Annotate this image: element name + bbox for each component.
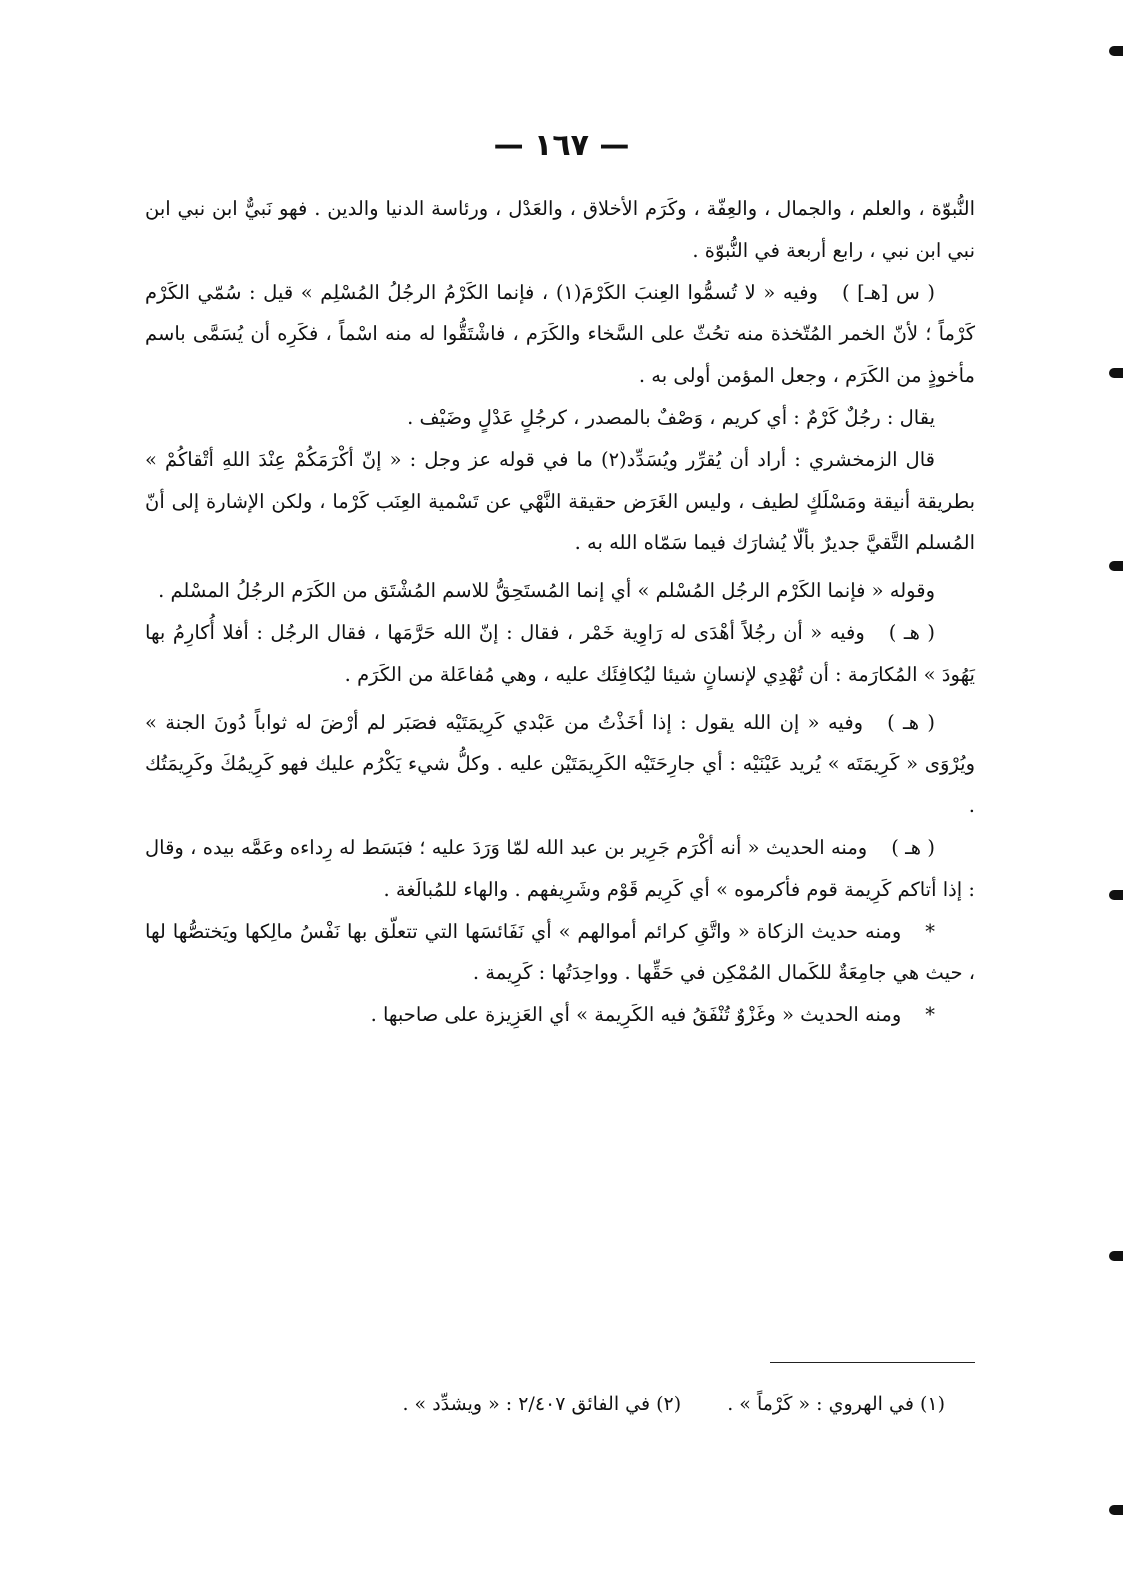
paragraph-text: ومنه الحديث « وغَزْوٌ تُنْفَقُ فيه الكَرِيمة » أي العَزِيزة على صاحبها . bbox=[370, 1003, 902, 1027]
paragraph bbox=[145, 612, 975, 696]
binding-mark bbox=[1109, 46, 1123, 56]
binding-mark bbox=[1109, 368, 1123, 378]
paragraph bbox=[145, 827, 975, 911]
binding-mark bbox=[1109, 561, 1123, 571]
footnote-1: (١) في الهروي : « كَرْماً » . bbox=[727, 1393, 945, 1415]
paragraph-text: ومنه الحديث « أنه أكْرَم جَرِير بن عبد الله لمّا وَرَدَ عليه ؛ فبَسَط له رِداءه وعَمَّه بيده ، وقال : إذا أتاكم كَرِيمة قوم فأكرموه » أي كَرِيم قَوْم وشَرِيفهم . والهاء للمُبالَغة . bbox=[145, 835, 975, 901]
main-text bbox=[145, 188, 975, 1036]
entry-tag: * bbox=[925, 919, 935, 943]
paragraph bbox=[145, 702, 975, 827]
paragraph bbox=[145, 188, 975, 272]
page-number: — ١٦٧ — bbox=[493, 128, 630, 163]
paragraph bbox=[145, 994, 975, 1036]
paragraph bbox=[145, 911, 975, 995]
paragraph bbox=[145, 439, 975, 564]
paragraph-text: يقال : رجُلٌ كَرْمٌ : أي كريم ، وَصْفٌ بالمصدر ، كرجُلٍ عَدْلٍ وضَيْف . bbox=[407, 405, 935, 429]
entry-tag: * bbox=[925, 1003, 935, 1027]
binding-mark bbox=[1109, 1251, 1123, 1261]
entry-tag: ( س [هـ] ) bbox=[841, 280, 935, 304]
paragraph-text: ومنه حديث الزكاة « واتَّقِ كرائم أموالهم » أي نَفَائسَها التي تتعلّق بها نَفْسُ مالِكها ويَختصُّها لها ، حيث هي جامِعَةٌ للكَمال المُمْكِن في حَقِّها . وواحِدَتُها : كَرِيمة . bbox=[145, 919, 975, 985]
binding-mark bbox=[1109, 1505, 1123, 1515]
paragraph-text: وقوله « فإنما الكَرْم الرجُل المُسْلم » أي إنما المُستَحِقُّ للاسم المُشْتَق من الكَرَم الرجُلُ المسْلم . bbox=[158, 579, 935, 603]
footnote-divider bbox=[770, 1362, 975, 1363]
binding-mark bbox=[1109, 890, 1123, 900]
entry-tag: ( هـ ) bbox=[887, 710, 936, 734]
footnote-2: (٢) في الفائق ٢/٤٠٧ : « ويشدِّد » . bbox=[402, 1393, 682, 1415]
paragraph-text: وفيه « لا تُسمُّوا العِنبَ الكَرْمَ(١) ، فإنما الكَرْمُ الرجُلُ المُسْلِم » قيل : سُمّي الكَرْم كَرْماً ؛ لأنّ الخمر المُتّخذة منه تحُثّ على السَّخاء والكَرَم ، فاشْتَقُّوا له منه اسْماً ، فكَرِه أن يُسَمَّى باسم مأخوذٍ من الكَرَم ، وجعل المؤمن أولى به . bbox=[145, 280, 975, 388]
paragraph bbox=[145, 272, 975, 397]
paragraph bbox=[145, 570, 975, 612]
entry-tag: ( هـ ) bbox=[891, 835, 936, 859]
paragraph-text: وفيه « إن الله يقول : إذا أخَذْتُ من عَبْدي كَرِيمَتَيْه فصَبَر لم أرْضَ له ثواباً دُونَ الجنة » ويُرْوَى « كَرِيمَتَه » يُريد عَيْنَيْه : أي جارِحَتَيْه الكَرِيمَتَيْن عليه . وكلُّ شيء يَكْرُم عليك فهو كَرِيمُكَ وكَرِيمَتُك . bbox=[145, 710, 975, 818]
paragraph-text: النُّبوّة ، والعلم ، والجمال ، والعِفّة ، وكَرَم الأخلاق ، والعَدْل ، ورئاسة الدنيا والدين . فهو نَبيٌّ ابن نبي ابن نبي ابن نبي ، رابع أربعة في النُّبوّة . bbox=[145, 197, 975, 262]
footnotes bbox=[145, 1386, 945, 1422]
paragraph-text: وفيه « أن رجُلاً أهْدَى له رَاوِية خَمْر ، فقال : إنّ الله حَرَّمَها ، فقال الرجُل : أفلا أُكارِمُ بها يَهُودَ » المُكارَمة : أن تُهْدِي لإنسانٍ شيئا ليُكافِئَك عليه ، وهي مُفاعَلة من الكَرَم . bbox=[145, 620, 975, 686]
paragraph-text: قال الزمخشري : أراد أن يُقرِّر ويُسَدِّد(٢) ما في قوله عز وجل : « إنّ أكْرَمَكُمْ عِنْدَ اللهِ أتْقاكُمْ » بطريقة أنيقة ومَسْلَكٍ لطيف ، وليس الغَرَض حقيقة النَّهْي عن تَسْمية العِنَب كَرْما ، ولكن الإشارة إلى أنّ المُسلم التَّقيَّ جديرٌ بألّا يُشارَك فيما سَمّاه الله به . bbox=[145, 447, 975, 555]
entry-tag: ( هـ ) bbox=[888, 620, 935, 644]
paragraph bbox=[145, 397, 975, 439]
